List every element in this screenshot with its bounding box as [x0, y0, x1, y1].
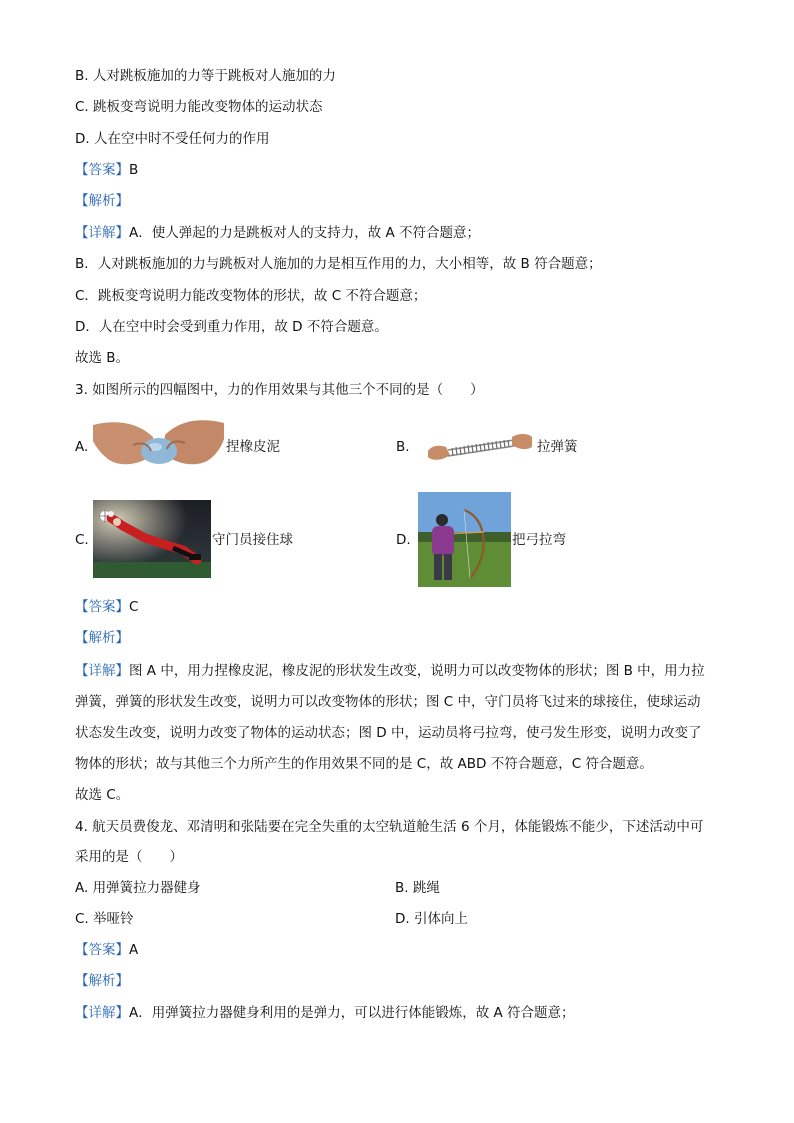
- squeezing-clay-image: [93, 415, 224, 475]
- q4-option-c: C. 举哑铃: [75, 911, 134, 927]
- q2-analysis-tag: 【解析】: [75, 193, 129, 209]
- answer-tag: 【答案】: [75, 942, 129, 958]
- q4-option-a: A. 用弹簧拉力器健身: [75, 880, 201, 896]
- detail-tag: 【详解】: [75, 1005, 129, 1021]
- detail-tag: 【详解】: [75, 663, 129, 679]
- pulling-spring-image: [428, 427, 532, 465]
- archer-image: [418, 492, 511, 587]
- answer-tag: 【答案】: [75, 162, 129, 178]
- q3-option-c-letter: C.: [75, 532, 89, 548]
- answer-value: C: [129, 599, 139, 615]
- q3-detail-line-3: 状态发生改变，说明力改变了物体的运动状态；图 D 中，运动员将弓拉弯，使弓发生形变，说明力改变了: [75, 725, 702, 741]
- q4-option-b: B. 跳绳: [395, 880, 440, 896]
- q2-answer: [75, 160, 138, 180]
- detail-tag: 【详解】: [75, 225, 129, 241]
- q3-conclusion: 故选 C。: [75, 787, 130, 803]
- q3-option-c-text: 守门员接住球: [212, 532, 293, 548]
- q4-answer: [75, 940, 138, 960]
- q4-stem-line-2: 采用的是（ ）: [75, 849, 183, 865]
- detail-text: 图 A 中，用力捏橡皮泥，橡皮泥的形状发生改变，说明力可以改变物体的形状；图 B 中，用力拉: [129, 663, 705, 679]
- q3-option-a-text: 捏橡皮泥: [226, 439, 280, 455]
- detail-text: A．用弹簧拉力器健身利用的是弹力，可以进行体能锻炼，故 A 符合题意；: [129, 1005, 575, 1021]
- detail-text: A．使人弹起的力是跳板对人的支持力，故 A 不符合题意；: [129, 225, 481, 241]
- q3-analysis-tag: 【解析】: [75, 630, 129, 646]
- q4-option-d: D. 引体向上: [395, 911, 468, 927]
- answer-value: A: [129, 942, 139, 958]
- q3-stem: 3. 如图所示的四幅图中，力的作用效果与其他三个不同的是（ ）: [75, 382, 484, 398]
- goalkeeper-image: [93, 500, 211, 578]
- q3-detail-line-1: [75, 661, 705, 681]
- q2-option-b: B. 人对跳板施加的力等于跳板对人施加的力: [75, 68, 336, 84]
- q3-detail-line-4: 物体的形状；故与其他三个力所产生的作用效果不同的是 C，故 ABD 不符合题意，C 符合题意。: [75, 756, 653, 772]
- answer-value: B: [129, 162, 139, 178]
- q2-detail-b: B．人对跳板施加的力与跳板对人施加的力是相互作用的力，大小相等，故 B 符合题意；: [75, 256, 602, 272]
- q4-detail-a: [75, 1003, 575, 1023]
- q2-conclusion: 故选 B。: [75, 350, 130, 366]
- q3-option-a-letter: A.: [75, 439, 89, 455]
- q3-option-b-text: 拉弹簧: [537, 439, 578, 455]
- q2-option-d: D. 人在空中时不受任何力的作用: [75, 131, 270, 147]
- q4-stem-line-1: 4. 航天员费俊龙、邓清明和张陆要在完全失重的太空轨道舱生活 6 个月，体能锻炼不能少，下述活动中可: [75, 819, 704, 835]
- answer-tag: 【答案】: [75, 599, 129, 615]
- q4-analysis-tag: 【解析】: [75, 973, 129, 989]
- q2-option-c: C. 跳板变弯说明力能改变物体的运动状态: [75, 99, 323, 115]
- q3-answer: [75, 597, 138, 617]
- q2-detail-d: D．人在空中时会受到重力作用，故 D 不符合题意。: [75, 319, 388, 335]
- q3-option-d-text: 把弓拉弯: [512, 532, 566, 548]
- q2-detail-c: C．跳板变弯说明力能改变物体的形状，故 C 不符合题意；: [75, 288, 427, 304]
- q3-detail-line-2: 弹簧，弹簧的形状发生改变，说明力可以改变物体的形状；图 C 中，守门员将飞过来的球接住，使球运动: [75, 694, 701, 710]
- q2-detail-a: [75, 223, 480, 243]
- q3-option-b-letter: B.: [396, 439, 410, 455]
- q3-option-d-letter: D.: [396, 532, 411, 548]
